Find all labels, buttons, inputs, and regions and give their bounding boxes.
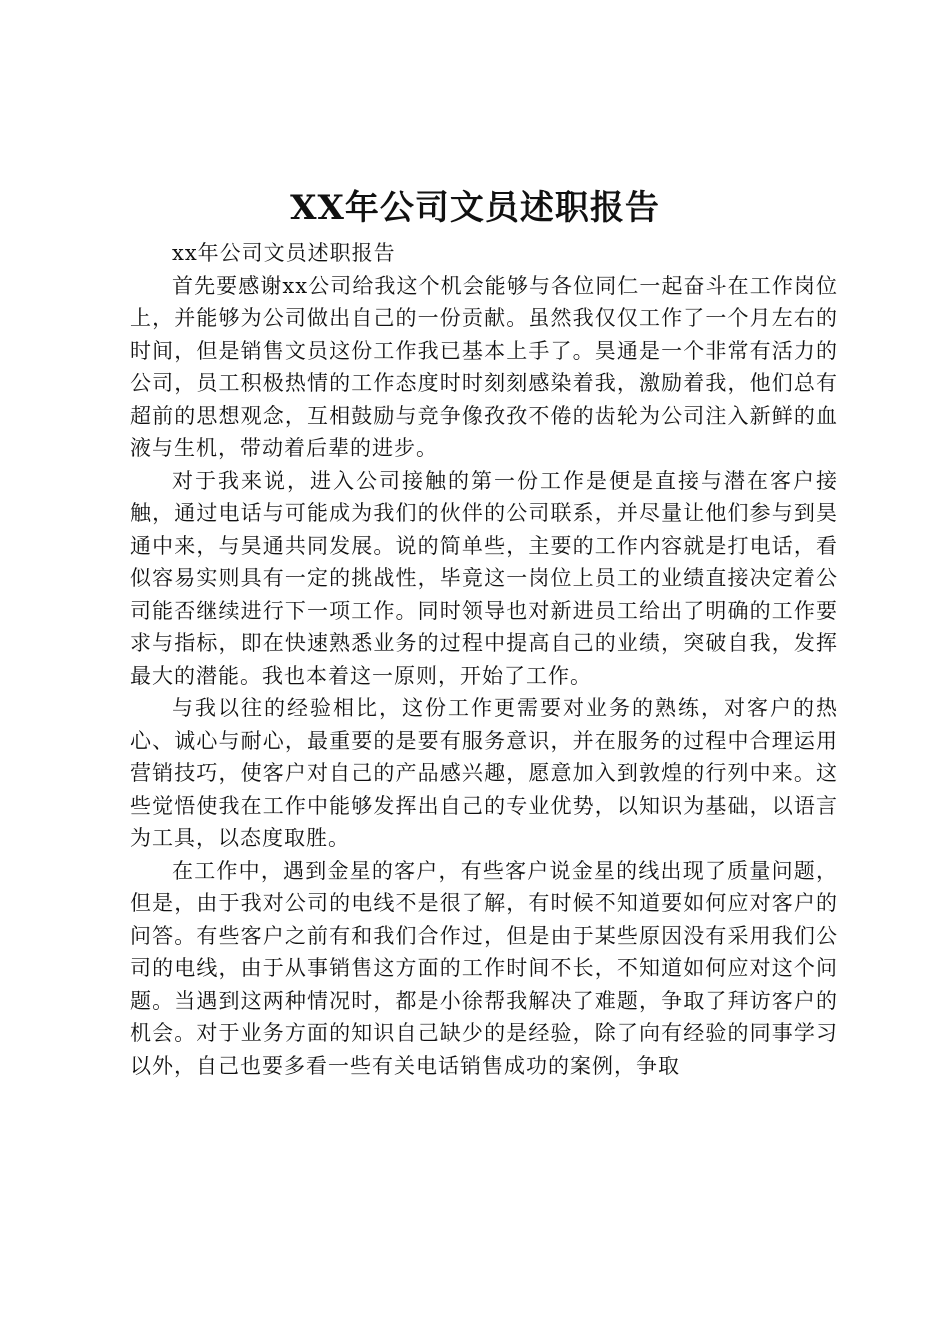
document-title: XX年公司文员述职报告 (290, 188, 660, 228)
document-body (130, 237, 838, 1082)
paragraph: 与我以往的经验相比，这份工作更需要对业务的熟练，对客户的热心、诚心与耐心，最重要的是要有服务意识，并在服务的过程中合理运用营销技巧，使客户对自己的产品感兴趣，愿意加入到敦煌的行列中来。这些觉悟使我在工作中能够发挥出自己的专业优势，以知识为基础，以语言为工具，以态度取胜。 (130, 696, 838, 850)
paragraph-subtitle: xx年公司文员述职报告 (172, 241, 396, 265)
paragraph: 在工作中，遇到金星的客户，有些客户说金星的线出现了质量问题，但是，由于我对公司的电线不是很了解，有时候不知道要如何应对客户的问答。有些客户之前有和我们合作过，但是由于某些原因没有采用我们公司的电线，由于从事销售这方面的工作时间不长，不知道如何应对这个问题。当遇到这两种情况时，都是小徐帮我解决了难题，争取了拜访客户的机会。对于业务方面的知识自己缺少的是经验，除了向有经验的同事学习以外，自己也要多看一些有关电话销售成功的案例，争取 (130, 858, 838, 1078)
paragraph: 首先要感谢xx公司给我这个机会能够与各位同仁一起奋斗在工作岗位上，并能够为公司做出自己的一份贡献。虽然我仅仅工作了一个月左右的时间，但是销售文员这份工作我已基本上手了。昊通是一个非常有活力的公司，员工积极热情的工作态度时时刻刻感染着我，激励着我，他们总有超前的思想观念，互相鼓励与竞争像孜孜不倦的齿轮为公司注入新鲜的血液与生机，带动着后辈的进步。 (130, 273, 838, 460)
paragraph: 对于我来说，进入公司接触的第一份工作是便是直接与潜在客户接触，通过电话与可能成为我们的伙伴的公司联系，并尽量让他们参与到昊通中来，与昊通共同发展。说的简单些，主要的工作内容就是打电话，看似容易实则具有一定的挑战性，毕竟这一岗位上员工的业绩直接决定着公司能否继续进行下一项工作。同时领导也对新进员工给出了明确的工作要求与指标，即在快速熟悉业务的过程中提高自己的业绩，突破自我，发挥最大的潜能。我也本着这一原则，开始了工作。 (130, 468, 838, 688)
